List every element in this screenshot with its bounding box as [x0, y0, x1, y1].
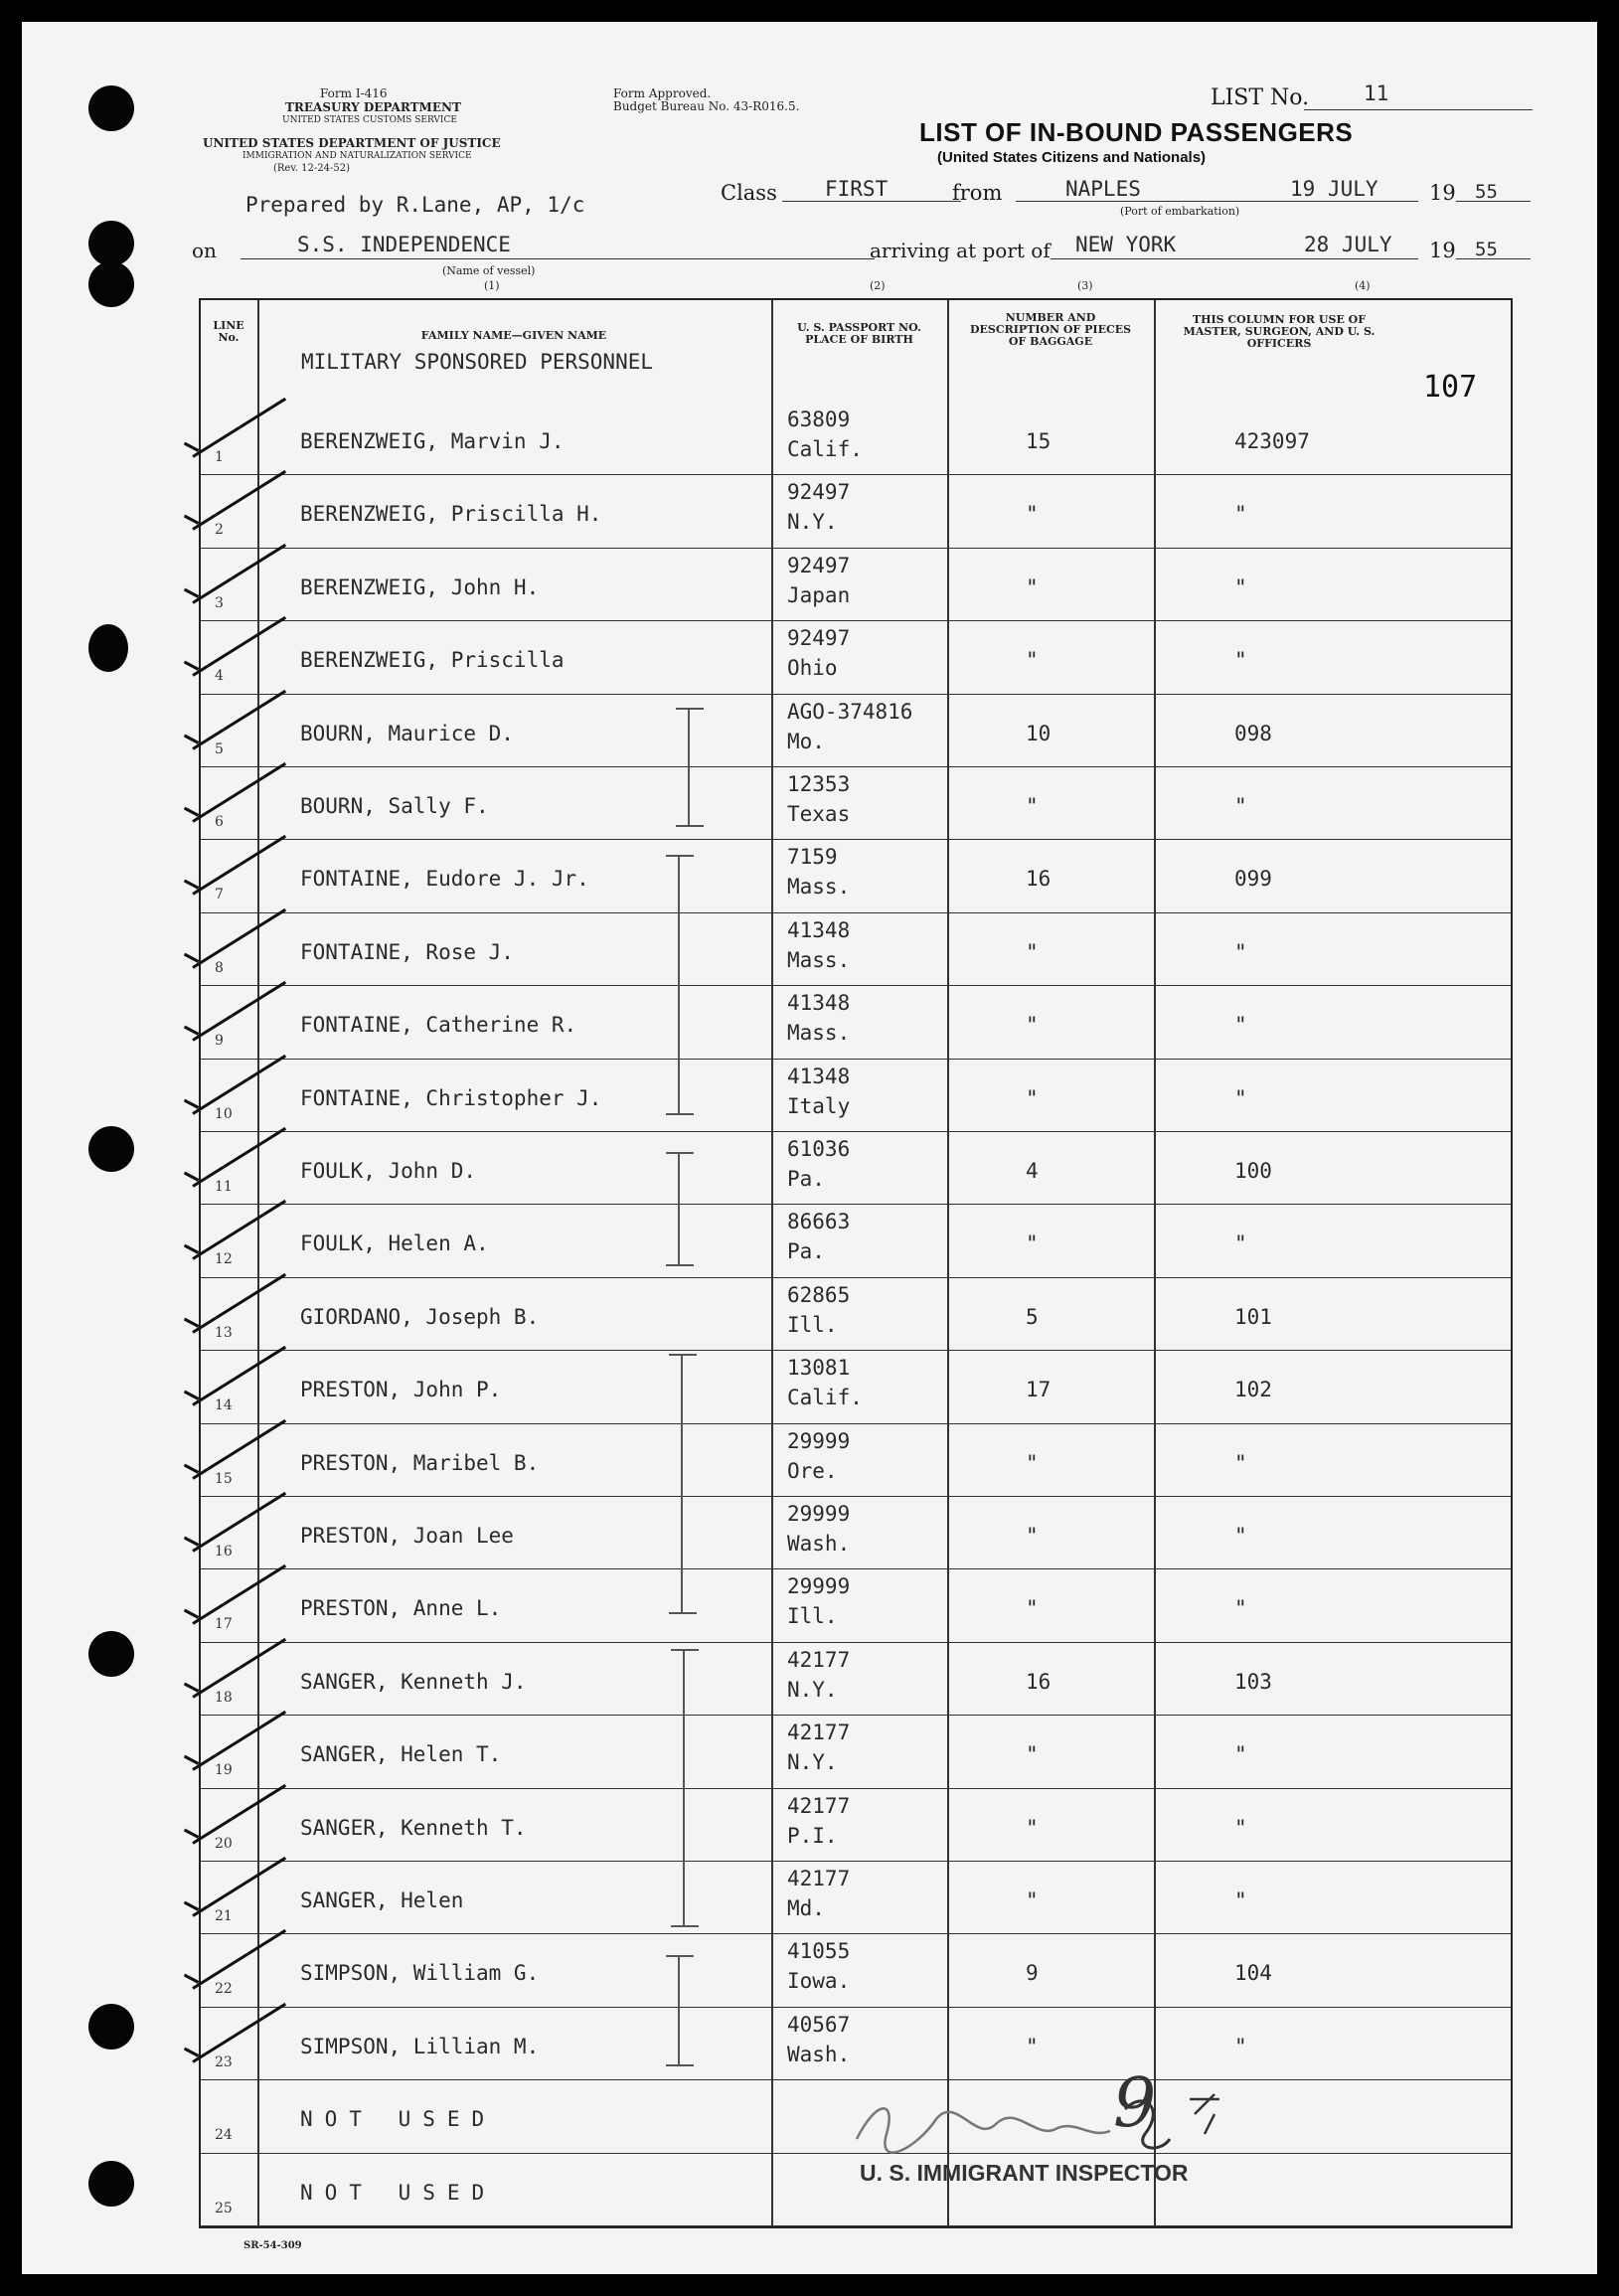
table-row [201, 402, 1511, 474]
passenger-name: SIMPSON, Lillian M. [300, 2034, 540, 2058]
checkmark-icon [192, 1857, 286, 1917]
checkmark-icon [192, 1346, 286, 1406]
family-bracket [683, 1649, 685, 1927]
baggage-count: 16 [1026, 867, 1052, 892]
col1-number: (1) [484, 279, 500, 292]
place-of-birth: N.Y. [787, 1750, 838, 1775]
customs-service: UNITED STATES CUSTOMS SERVICE [282, 115, 457, 125]
line-number: 25 [215, 2200, 233, 2216]
passport-number: 40567 [787, 2012, 851, 2037]
col-header-baggage: NUMBER AND DESCRIPTION OF PIECES OF BAGGAGE [969, 311, 1132, 348]
place-of-birth: Mass. [787, 875, 851, 900]
officer-number: " [1234, 1524, 1247, 1548]
on-label: on [192, 239, 217, 262]
table-row [201, 1204, 1511, 1276]
line-number: 6 [215, 814, 224, 830]
place-of-birth: Ore. [787, 1458, 838, 1483]
punch-hole [88, 2161, 134, 2207]
officer-number: " [1234, 1888, 1247, 1912]
passenger-name: PRESTON, Joan Lee [300, 1524, 514, 1548]
checkmark-icon [192, 1711, 286, 1771]
line-number: 19 [215, 1762, 233, 1779]
punch-hole [88, 1126, 134, 1172]
row-divider [201, 2225, 1511, 2226]
passenger-name: PRESTON, Anne L. [300, 1596, 502, 1621]
passenger-name: NOT USED [300, 2107, 497, 2132]
col-header-officers: THIS COLUMN FOR USE OF MASTER, SURGEON, AND U. S. OFFICERS [1183, 313, 1376, 350]
line-number: 9 [215, 1033, 224, 1050]
passenger-name: FONTAINE, Christopher J. [300, 1085, 602, 1110]
passenger-name: PRESTON, Maribel B. [300, 1450, 540, 1475]
passport-number: 41055 [787, 1939, 851, 1964]
checkmark-icon [192, 1419, 286, 1480]
passport-number: 42177 [787, 1721, 851, 1745]
form-approved: Form Approved. [613, 86, 712, 100]
punch-hole [88, 2004, 134, 2050]
table-row [201, 912, 1511, 985]
passport-number: 42177 [787, 1793, 851, 1818]
baggage-count: " [1026, 1231, 1039, 1256]
officer-number: " [1234, 1231, 1247, 1256]
budget-bureau: Budget Bureau No. 43-R016.5. [613, 99, 800, 113]
baggage-count: " [1026, 574, 1039, 599]
line-number: 7 [215, 887, 224, 903]
place-of-birth: Mo. [787, 729, 825, 753]
place-of-birth: Wash. [787, 2042, 851, 2066]
officer-number: 423097 [1234, 429, 1310, 453]
officer-number: " [1234, 1815, 1247, 1840]
passenger-name: FOULK, John D. [300, 1159, 477, 1183]
passport-number: 41348 [787, 991, 851, 1016]
passport-number: 41348 [787, 917, 851, 942]
place-of-birth: Iowa. [787, 1969, 851, 1994]
vessel-caption: (Name of vessel) [442, 264, 536, 277]
passenger-name: BERENZWEIG, Priscilla [300, 648, 565, 673]
baggage-count: 5 [1026, 1304, 1039, 1329]
line-number: 18 [215, 1689, 233, 1706]
passport-number: 86663 [787, 1210, 851, 1234]
passport-number: 92497 [787, 553, 851, 577]
passenger-name: BERENZWEIG, John H. [300, 574, 540, 599]
checkmark-icon [192, 1273, 286, 1334]
baggage-count: " [1026, 939, 1039, 964]
table-row [201, 1933, 1511, 2006]
checkmark-icon [192, 1564, 286, 1625]
group-heading: MILITARY SPONSORED PERSONNEL [301, 350, 654, 374]
line-number: 5 [215, 740, 224, 757]
inspector-signature [847, 2079, 1284, 2169]
place-of-birth: N.Y. [787, 1677, 838, 1702]
checkmark-icon [192, 690, 286, 750]
line-number: 21 [215, 1908, 233, 1924]
place-of-birth: Calif. [787, 1386, 863, 1410]
officer-number: " [1234, 2034, 1247, 2058]
passenger-name: FONTAINE, Eudore J. Jr. [300, 867, 589, 892]
checkmark-icon [192, 398, 286, 458]
line-number: 12 [215, 1251, 233, 1268]
passenger-name: SANGER, Kenneth T. [300, 1815, 527, 1840]
checkmark-icon [192, 470, 286, 531]
line-number: 11 [215, 1179, 233, 1195]
officer-number: " [1234, 502, 1247, 527]
place-of-birth: Ohio [787, 656, 838, 681]
ins-service: IMMIGRATION AND NATURALIZATION SERVICE [243, 151, 472, 161]
table-row [201, 620, 1511, 693]
col3-number: (3) [1077, 279, 1093, 292]
place-of-birth: Mass. [787, 947, 851, 972]
table-row [201, 1059, 1511, 1131]
inspector-label: U. S. IMMIGRANT INSPECTOR [860, 2160, 1189, 2186]
passport-number: 7159 [787, 845, 838, 870]
officer-number: " [1234, 1450, 1247, 1475]
table-row [201, 1277, 1511, 1350]
class-value: FIRST [825, 177, 889, 201]
checkmark-icon [192, 981, 286, 1042]
list-no-label: LIST No. [1211, 85, 1310, 110]
table-row [201, 2007, 1511, 2079]
col-header-name: FAMILY NAME—GIVEN NAME [420, 329, 607, 342]
form-title: LIST OF IN-BOUND PASSENGERS [919, 117, 1354, 147]
officer-number: 099 [1234, 867, 1272, 892]
passenger-name: SANGER, Helen T. [300, 1742, 502, 1767]
arriving-label: arriving at port of [870, 239, 1051, 262]
passenger-name: BOURN, Sally F. [300, 794, 489, 818]
baggage-count: " [1026, 1742, 1039, 1767]
checkmark-icon [192, 1492, 286, 1553]
passenger-table [199, 298, 1513, 2228]
table-row [201, 985, 1511, 1058]
passenger-name: FOULK, Helen A. [300, 1231, 489, 1256]
list-no-underline [1304, 109, 1533, 110]
footer-code: SR-54-309 [243, 2240, 302, 2251]
passenger-name: GIORDANO, Joseph B. [300, 1304, 540, 1329]
officer-number: " [1234, 574, 1247, 599]
officer-number: " [1234, 1742, 1247, 1767]
officer-number: 100 [1234, 1159, 1272, 1183]
embarkation-year: 55 [1475, 181, 1498, 203]
place-of-birth: Texas [787, 802, 851, 826]
officer-number: " [1234, 1085, 1247, 1110]
passenger-name: SIMPSON, William G. [300, 1961, 540, 1986]
place-of-birth: N.Y. [787, 510, 838, 535]
officer-number: 102 [1234, 1378, 1272, 1402]
passport-number: 61036 [787, 1137, 851, 1161]
line-number: 23 [215, 2053, 233, 2070]
checkmark-icon [192, 1200, 286, 1260]
family-bracket [678, 1152, 680, 1266]
officer-number: 103 [1234, 1669, 1272, 1694]
checkmark-icon [192, 1127, 286, 1188]
passport-number: 63809 [787, 408, 851, 431]
port-of-embarkation-caption: (Port of embarkation) [1120, 205, 1240, 218]
col4-number: (4) [1355, 279, 1371, 292]
place-of-birth: Pa. [787, 1239, 825, 1264]
checkmark-icon [192, 908, 286, 969]
table-row [201, 1788, 1511, 1861]
checkmark-icon [192, 835, 286, 896]
line-number: 13 [215, 1324, 233, 1341]
passenger-name: PRESTON, John P. [300, 1378, 502, 1402]
table-row [201, 1861, 1511, 1933]
officer-number: 101 [1234, 1304, 1272, 1329]
arrival-date: 28 JULY [1304, 233, 1392, 256]
line-number: 4 [215, 668, 224, 685]
baggage-count: " [1026, 1450, 1039, 1475]
embarkation-date: 19 JULY [1290, 177, 1378, 201]
table-row [201, 1642, 1511, 1715]
table-row [201, 1350, 1511, 1422]
embarkation-year-prefix: 19 [1429, 181, 1456, 205]
checkmark-icon [192, 762, 286, 823]
table-row [201, 766, 1511, 839]
passport-number: 29999 [787, 1574, 851, 1599]
passport-number: 42177 [787, 1647, 851, 1672]
passport-number: 42177 [787, 1867, 851, 1890]
baggage-count: 17 [1026, 1378, 1052, 1402]
checkmark-icon [192, 1784, 286, 1845]
punch-hole [88, 261, 134, 307]
passenger-name: BERENZWEIG, Marvin J. [300, 429, 565, 453]
embarkation-port: NAPLES [1065, 177, 1141, 201]
place-of-birth: Pa. [787, 1167, 825, 1191]
punch-hole [88, 624, 128, 672]
justice-department: UNITED STATES DEPARTMENT OF JUSTICE [203, 136, 501, 150]
baggage-count: 4 [1026, 1159, 1039, 1183]
line-number: 2 [215, 522, 224, 539]
line-number: 1 [215, 449, 224, 465]
line-number: 3 [215, 594, 224, 611]
arrival-underline [1051, 258, 1418, 259]
col2-number: (2) [870, 279, 886, 292]
passport-number: 29999 [787, 1428, 851, 1453]
list-no-value: 11 [1364, 82, 1389, 105]
table-row [201, 548, 1511, 620]
place-of-birth: Calif. [787, 437, 863, 461]
table-row [201, 839, 1511, 911]
table-row [201, 474, 1511, 547]
revision-date: (Rev. 12-24-52) [273, 163, 351, 174]
place-of-birth: Japan [787, 582, 851, 607]
line-number: 20 [215, 1835, 233, 1852]
place-of-birth: Mass. [787, 1021, 851, 1046]
col-header-line-no: LINE No. [213, 319, 244, 344]
line-number: 24 [215, 2127, 233, 2144]
col-header-passport: U. S. PASSPORT NO. PLACE OF BIRTH [797, 321, 921, 346]
passenger-name: BOURN, Maurice D. [300, 721, 514, 745]
family-bracket [688, 708, 690, 827]
place-of-birth: Ill. [787, 1312, 838, 1337]
checkmark-icon [192, 1055, 286, 1115]
baggage-count: " [1026, 1815, 1039, 1840]
table-row [201, 1496, 1511, 1568]
passenger-name: NOT USED [300, 2180, 497, 2205]
class-label: Class [721, 181, 777, 205]
family-bracket [678, 1955, 680, 2066]
line-number: 8 [215, 959, 224, 976]
officer-number: " [1234, 939, 1247, 964]
baggage-count: " [1026, 648, 1039, 673]
form-subtitle: (United States Citizens and Nationals) [937, 149, 1207, 166]
passport-number: 13081 [787, 1356, 851, 1381]
arrival-year-prefix: 19 [1429, 239, 1456, 262]
baggage-count: 16 [1026, 1669, 1052, 1694]
prepared-by: Prepared by R.Lane, AP, 1/c [245, 193, 585, 217]
passenger-name: SANGER, Kenneth J. [300, 1669, 527, 1694]
margin-number: 107 [1423, 370, 1478, 405]
place-of-birth: Md. [787, 1896, 825, 1920]
passport-number: 12353 [787, 772, 851, 796]
passenger-name: SANGER, Helen [300, 1888, 464, 1912]
checkmark-icon [192, 1929, 286, 1990]
table-row [201, 1568, 1511, 1641]
table-row [201, 1131, 1511, 1204]
officer-number: " [1234, 1596, 1247, 1621]
officer-number: " [1234, 1013, 1247, 1038]
passenger-name: FONTAINE, Catherine R. [300, 1013, 577, 1038]
line-number: 14 [215, 1397, 233, 1414]
baggage-count: 9 [1026, 1961, 1039, 1986]
officer-number: " [1234, 794, 1247, 818]
signature-time-mark: 9 [1113, 2064, 1157, 2143]
checkmark-icon [192, 616, 286, 677]
punch-hole [88, 85, 134, 131]
checkmark-icon [192, 544, 286, 604]
line-number: 15 [215, 1470, 233, 1487]
family-bracket [681, 1354, 683, 1614]
baggage-count: " [1026, 1013, 1039, 1038]
passport-number: 29999 [787, 1502, 851, 1526]
baggage-count: 10 [1026, 721, 1052, 745]
passport-number: 62865 [787, 1282, 851, 1307]
place-of-birth: Italy [787, 1093, 851, 1118]
arrival-port: NEW YORK [1075, 233, 1177, 256]
form-number: Form I-416 [320, 86, 388, 100]
baggage-count: " [1026, 794, 1039, 818]
arrival-year: 55 [1475, 239, 1498, 260]
document-page [22, 22, 1597, 2274]
vessel-underline [241, 258, 875, 259]
place-of-birth: Wash. [787, 1532, 851, 1556]
passport-number: 41348 [787, 1064, 851, 1088]
passport-number: 92497 [787, 626, 851, 651]
treasury-department: TREASURY DEPARTMENT [285, 100, 461, 114]
checkmark-icon [192, 1638, 286, 1699]
from-underline [1016, 201, 1418, 202]
punch-hole [88, 221, 134, 266]
family-bracket [678, 855, 680, 1115]
passenger-name: BERENZWEIG, Priscilla H. [300, 502, 602, 527]
from-label: from [952, 181, 1003, 205]
line-number: 16 [215, 1544, 233, 1559]
checkmark-icon [192, 2003, 286, 2063]
line-number: 10 [215, 1105, 233, 1122]
baggage-count: " [1026, 1888, 1039, 1912]
table-row [201, 1423, 1511, 1496]
baggage-count: " [1026, 502, 1039, 527]
baggage-count: " [1026, 1085, 1039, 1110]
line-number: 22 [215, 1981, 233, 1998]
officer-number: " [1234, 648, 1247, 673]
punch-hole [88, 1631, 134, 1677]
officer-number: 098 [1234, 721, 1272, 745]
line-number: 17 [215, 1616, 233, 1633]
vessel-name: S.S. INDEPENDENCE [297, 233, 511, 256]
table-row [201, 694, 1511, 766]
passport-number: AGO-374816 [787, 699, 913, 724]
passport-number: 92497 [787, 480, 851, 505]
baggage-count: 15 [1026, 429, 1052, 453]
place-of-birth: Ill. [787, 1604, 838, 1629]
class-underline [782, 201, 961, 202]
baggage-count: " [1026, 2034, 1039, 2058]
passenger-name: FONTAINE, Rose J. [300, 939, 514, 964]
baggage-count: " [1026, 1596, 1039, 1621]
table-row [201, 1715, 1511, 1787]
baggage-count: " [1026, 1524, 1039, 1548]
place-of-birth: P.I. [787, 1823, 838, 1848]
officer-number: 104 [1234, 1961, 1272, 1986]
